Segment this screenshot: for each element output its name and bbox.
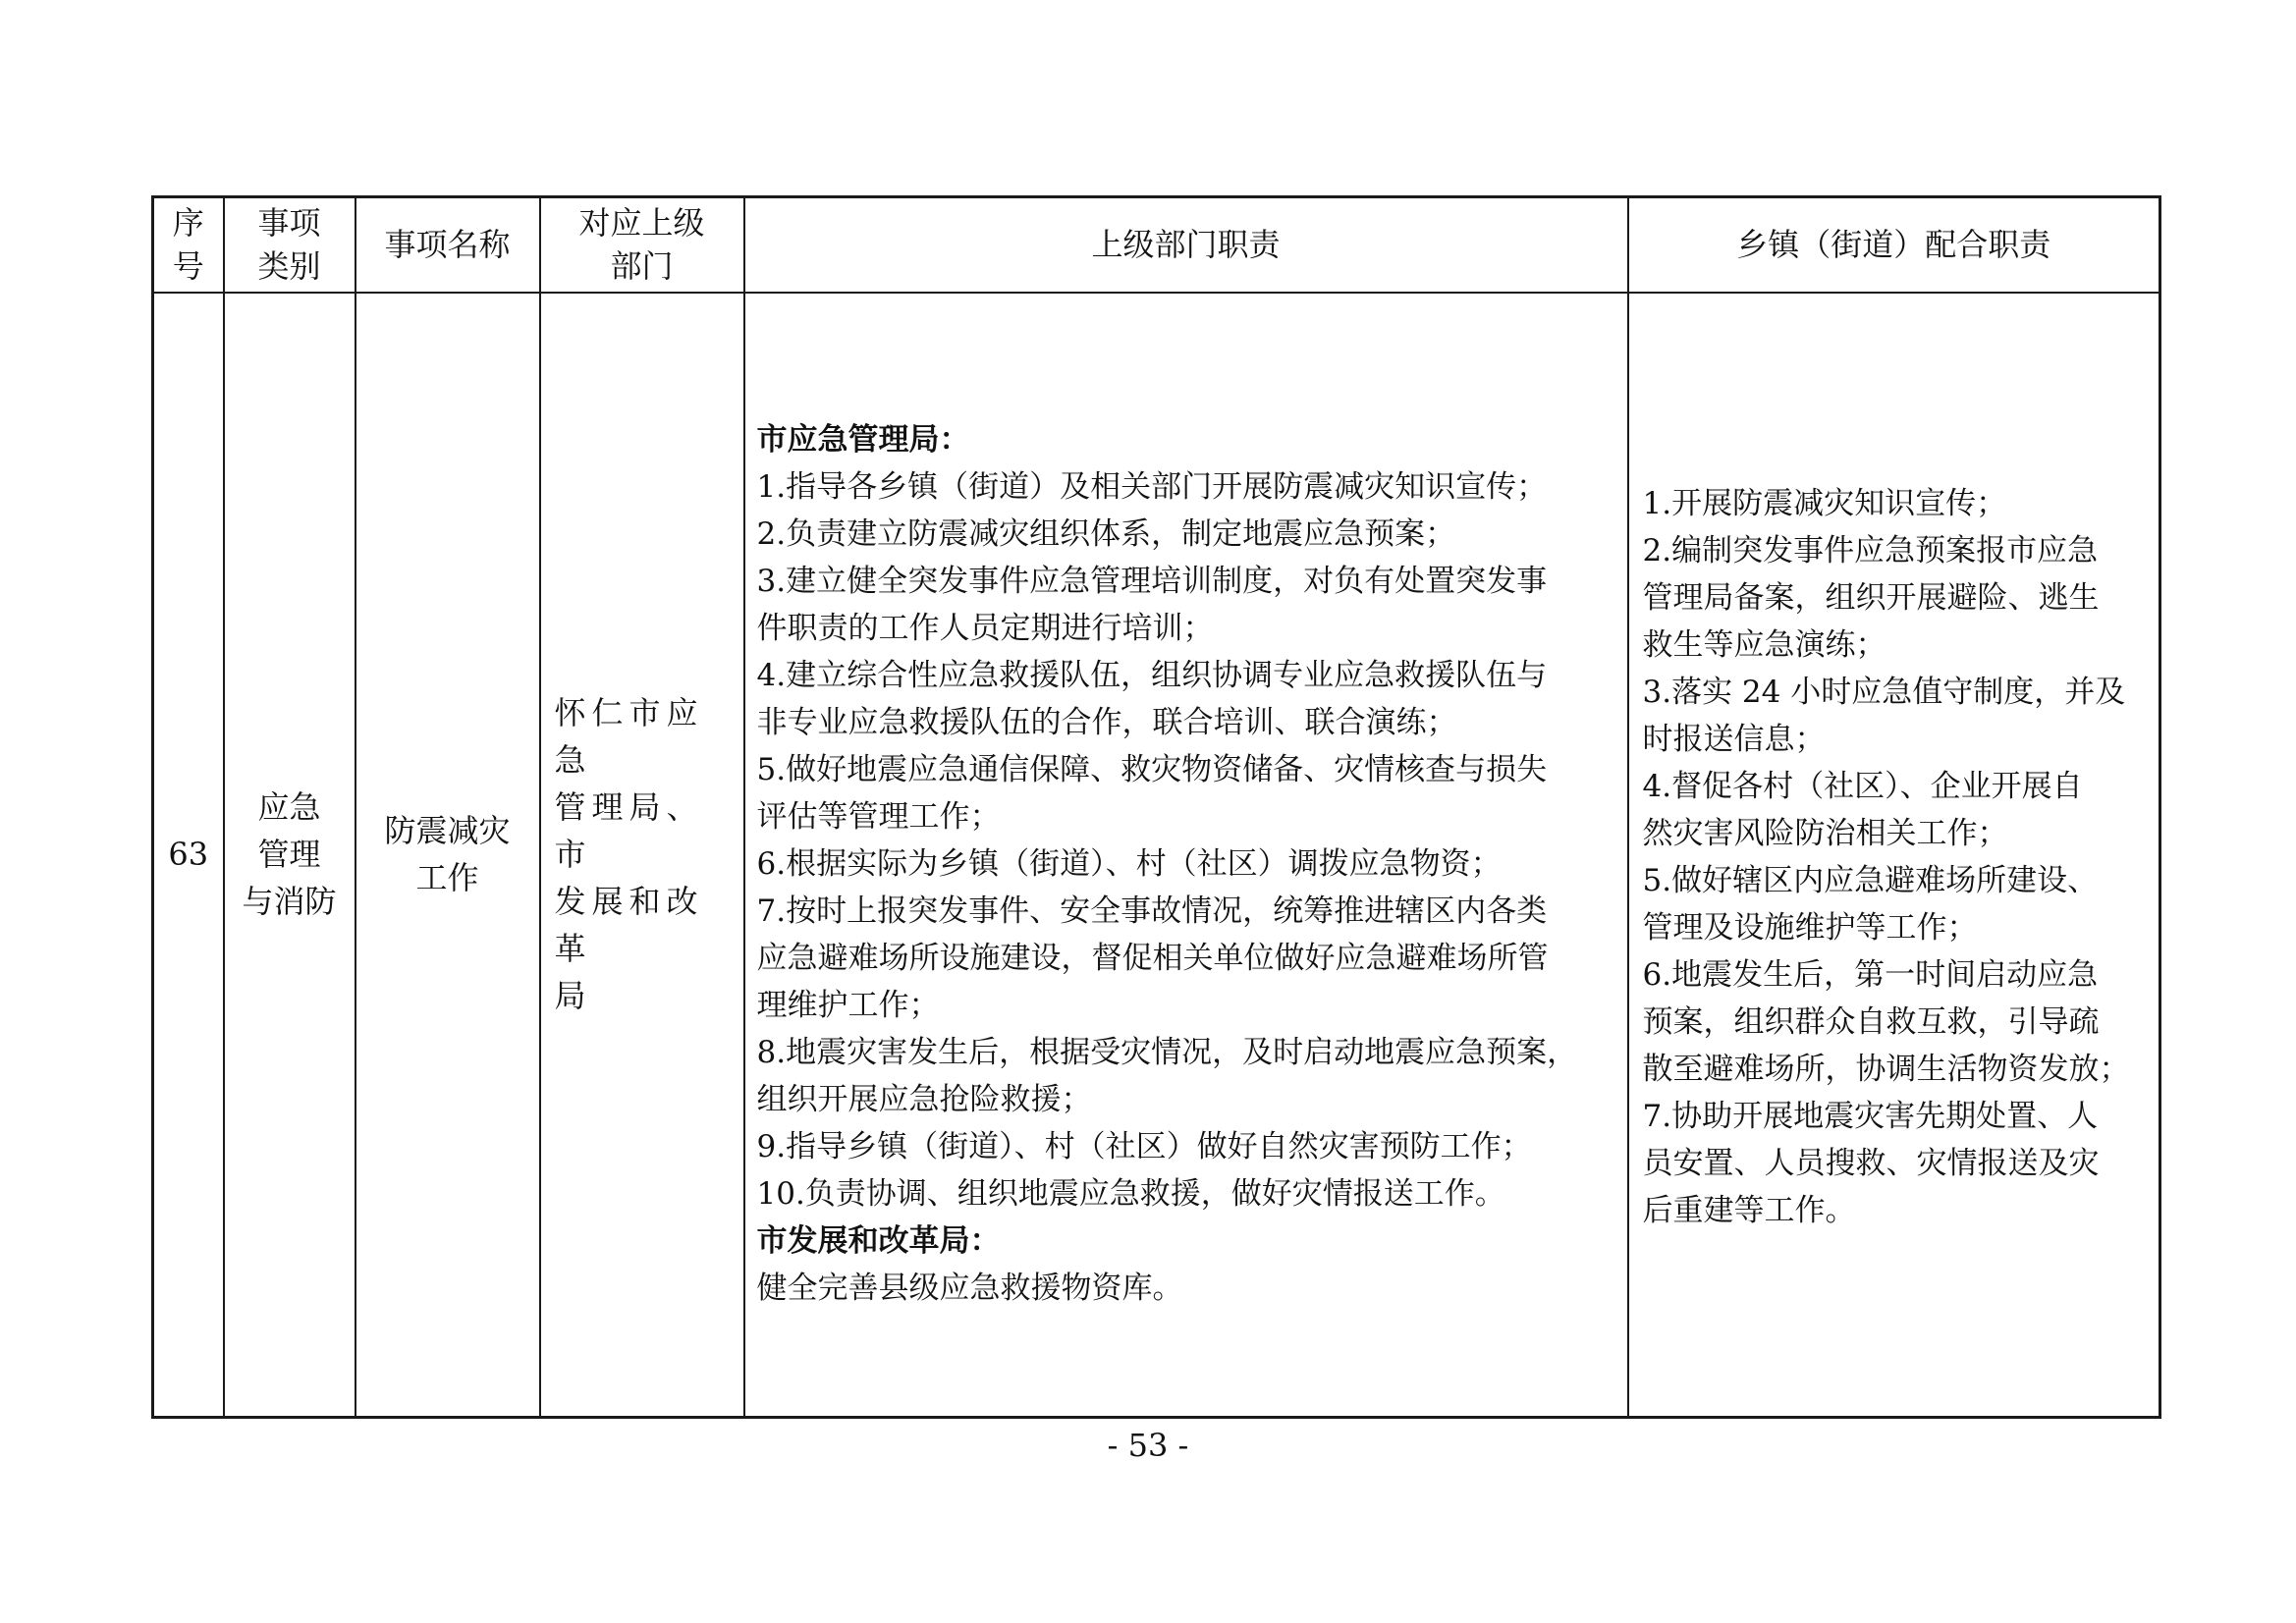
row-dept (540, 293, 744, 1418)
table-row (153, 293, 2160, 1418)
town-duty-line: 5.做好辖区内应急避难场所建设、 (1642, 862, 2099, 898)
row-category (224, 293, 355, 1418)
header-category-line: 事项 (257, 204, 321, 243)
town-duty-line: 7.协助开展地震灾害先期处置、人 (1642, 1098, 2099, 1134)
town-duty-line: 散至避难场所，协调生活物资发放； (1642, 1051, 2130, 1087)
row-category-line: 应急 (257, 788, 321, 827)
town-duty-line: 2.编制突发事件应急预案报市应急 (1642, 532, 2099, 568)
header-seq-line: 序 (172, 204, 204, 243)
town-duty-text (1643, 294, 2146, 1234)
town-duty-line: 3.落实 24 小时应急值守制度，并及 (1642, 674, 2126, 710)
town-duty-line: 救生等应急演练； (1642, 626, 1886, 663)
upper-duty-line: 评估等管理工作； (756, 799, 1001, 836)
row-dept-line: 发展和改革 (554, 883, 704, 968)
upper-duty-line: 9.指导乡镇（街道）、村（社区）做好自然灾害预防工作； (756, 1129, 1532, 1165)
upper-duty-line: 理维护工作； (756, 988, 940, 1024)
upper-duty-line: 6.根据实际为乡镇（街道）、村（社区）调拨应急物资； (756, 846, 1502, 883)
header-name: 事项名称 (355, 197, 540, 293)
header-seq-line: 号 (172, 247, 204, 286)
page-number: - 53 - (1107, 1427, 1189, 1464)
row-town-duty (1628, 293, 2160, 1418)
row-category-line: 管理 (257, 836, 321, 874)
town-duty-line: 管理局备案，组织开展避险、逃生 (1642, 579, 2100, 616)
row-name-line: 防震减灾 (384, 812, 511, 850)
town-duty-line: 然灾害风险防治相关工作； (1642, 815, 2008, 851)
town-duty-line: 管理及设施维护等工作； (1642, 909, 1978, 946)
upper-duty-line: 件职责的工作人员定期进行培训； (756, 611, 1214, 647)
upper-duty-line: 4.建立综合性应急救援队伍，组织协调专业应急救援队伍与 (756, 658, 1548, 694)
header-dept-line: 部门 (610, 247, 674, 286)
header-town-duty: 乡镇（街道）配合职责 (1628, 197, 2160, 293)
town-duty-line: 预案，组织群众自救互救，引导疏 (1642, 1003, 2100, 1040)
upper-duty-line: 1.指导各乡镇（街道）及相关部门开展防震减灾知识宣传； (756, 469, 1548, 506)
row-dept-line: 局 (554, 977, 592, 1015)
upper-duty-line: 7.按时上报突发事件、安全事故情况，统筹推进辖区内各类 (756, 893, 1548, 930)
row-seq: 63 (153, 293, 224, 1418)
upper-duty-line: 非专业应急救援队伍的合作，联合培训、联合演练； (756, 705, 1457, 741)
upper-duty-line: 8.地震灾害发生后，根据受灾情况，及时启动地震应急预案， (756, 1035, 1578, 1071)
upper-duty-line: 2.负责建立防震减灾组织体系，制定地震应急预案； (756, 516, 1456, 553)
header-category-line: 类别 (257, 247, 321, 286)
upper-duty-line: 应急避难场所设施建设，督促相关单位做好应急避难场所管 (756, 941, 1549, 977)
town-duty-line: 6.地震发生后，第一时间启动应急 (1642, 956, 2099, 993)
header-row (153, 197, 2160, 293)
row-category-line: 与消防 (242, 883, 337, 921)
header-dept (540, 197, 744, 293)
upper-duty-line: 3.建立健全突发事件应急管理培训制度，对负有处置突发事 (756, 564, 1548, 600)
row-name (355, 293, 540, 1418)
row-dept-line: 怀仁市应急 (554, 694, 704, 780)
upper-duty-line: 组织开展应急抢险救援； (756, 1082, 1092, 1118)
header-seq (153, 197, 224, 293)
upper-duty-line: 5.做好地震应急通信保障、救灾物资储备、灾情核查与损失 (756, 752, 1548, 788)
town-duty-line: 时报送信息； (1642, 721, 1826, 757)
header-upper-duty: 上级部门职责 (744, 197, 1628, 293)
upper-duty-line: 健全完善县级应急救援物资库。 (756, 1271, 1183, 1307)
upper-duty-text (757, 397, 1615, 1312)
upper-duty-heading: 市发展和改革局： (756, 1223, 1001, 1260)
town-duty-line: 员安置、人员搜救、灾情报送及灾 (1642, 1145, 2100, 1181)
town-duty-line: 1.开展防震减灾知识宣传； (1642, 485, 2007, 521)
town-duty-line: 后重建等工作。 (1642, 1192, 1856, 1228)
header-category (224, 197, 355, 293)
row-dept-line: 管理局、市 (554, 788, 704, 874)
town-duty-line: 4.督促各村（社区）、企业开展自 (1642, 768, 2083, 804)
upper-duty-heading: 市应急管理局： (756, 422, 970, 459)
header-dept-line: 对应上级 (578, 204, 705, 243)
upper-duty-line: 10.负责协调、组织地震应急救援，做好灾情报送工作。 (756, 1176, 1505, 1213)
row-name-line: 工作 (415, 859, 479, 897)
row-upper-duty (744, 293, 1628, 1418)
duty-table (151, 195, 2161, 1419)
